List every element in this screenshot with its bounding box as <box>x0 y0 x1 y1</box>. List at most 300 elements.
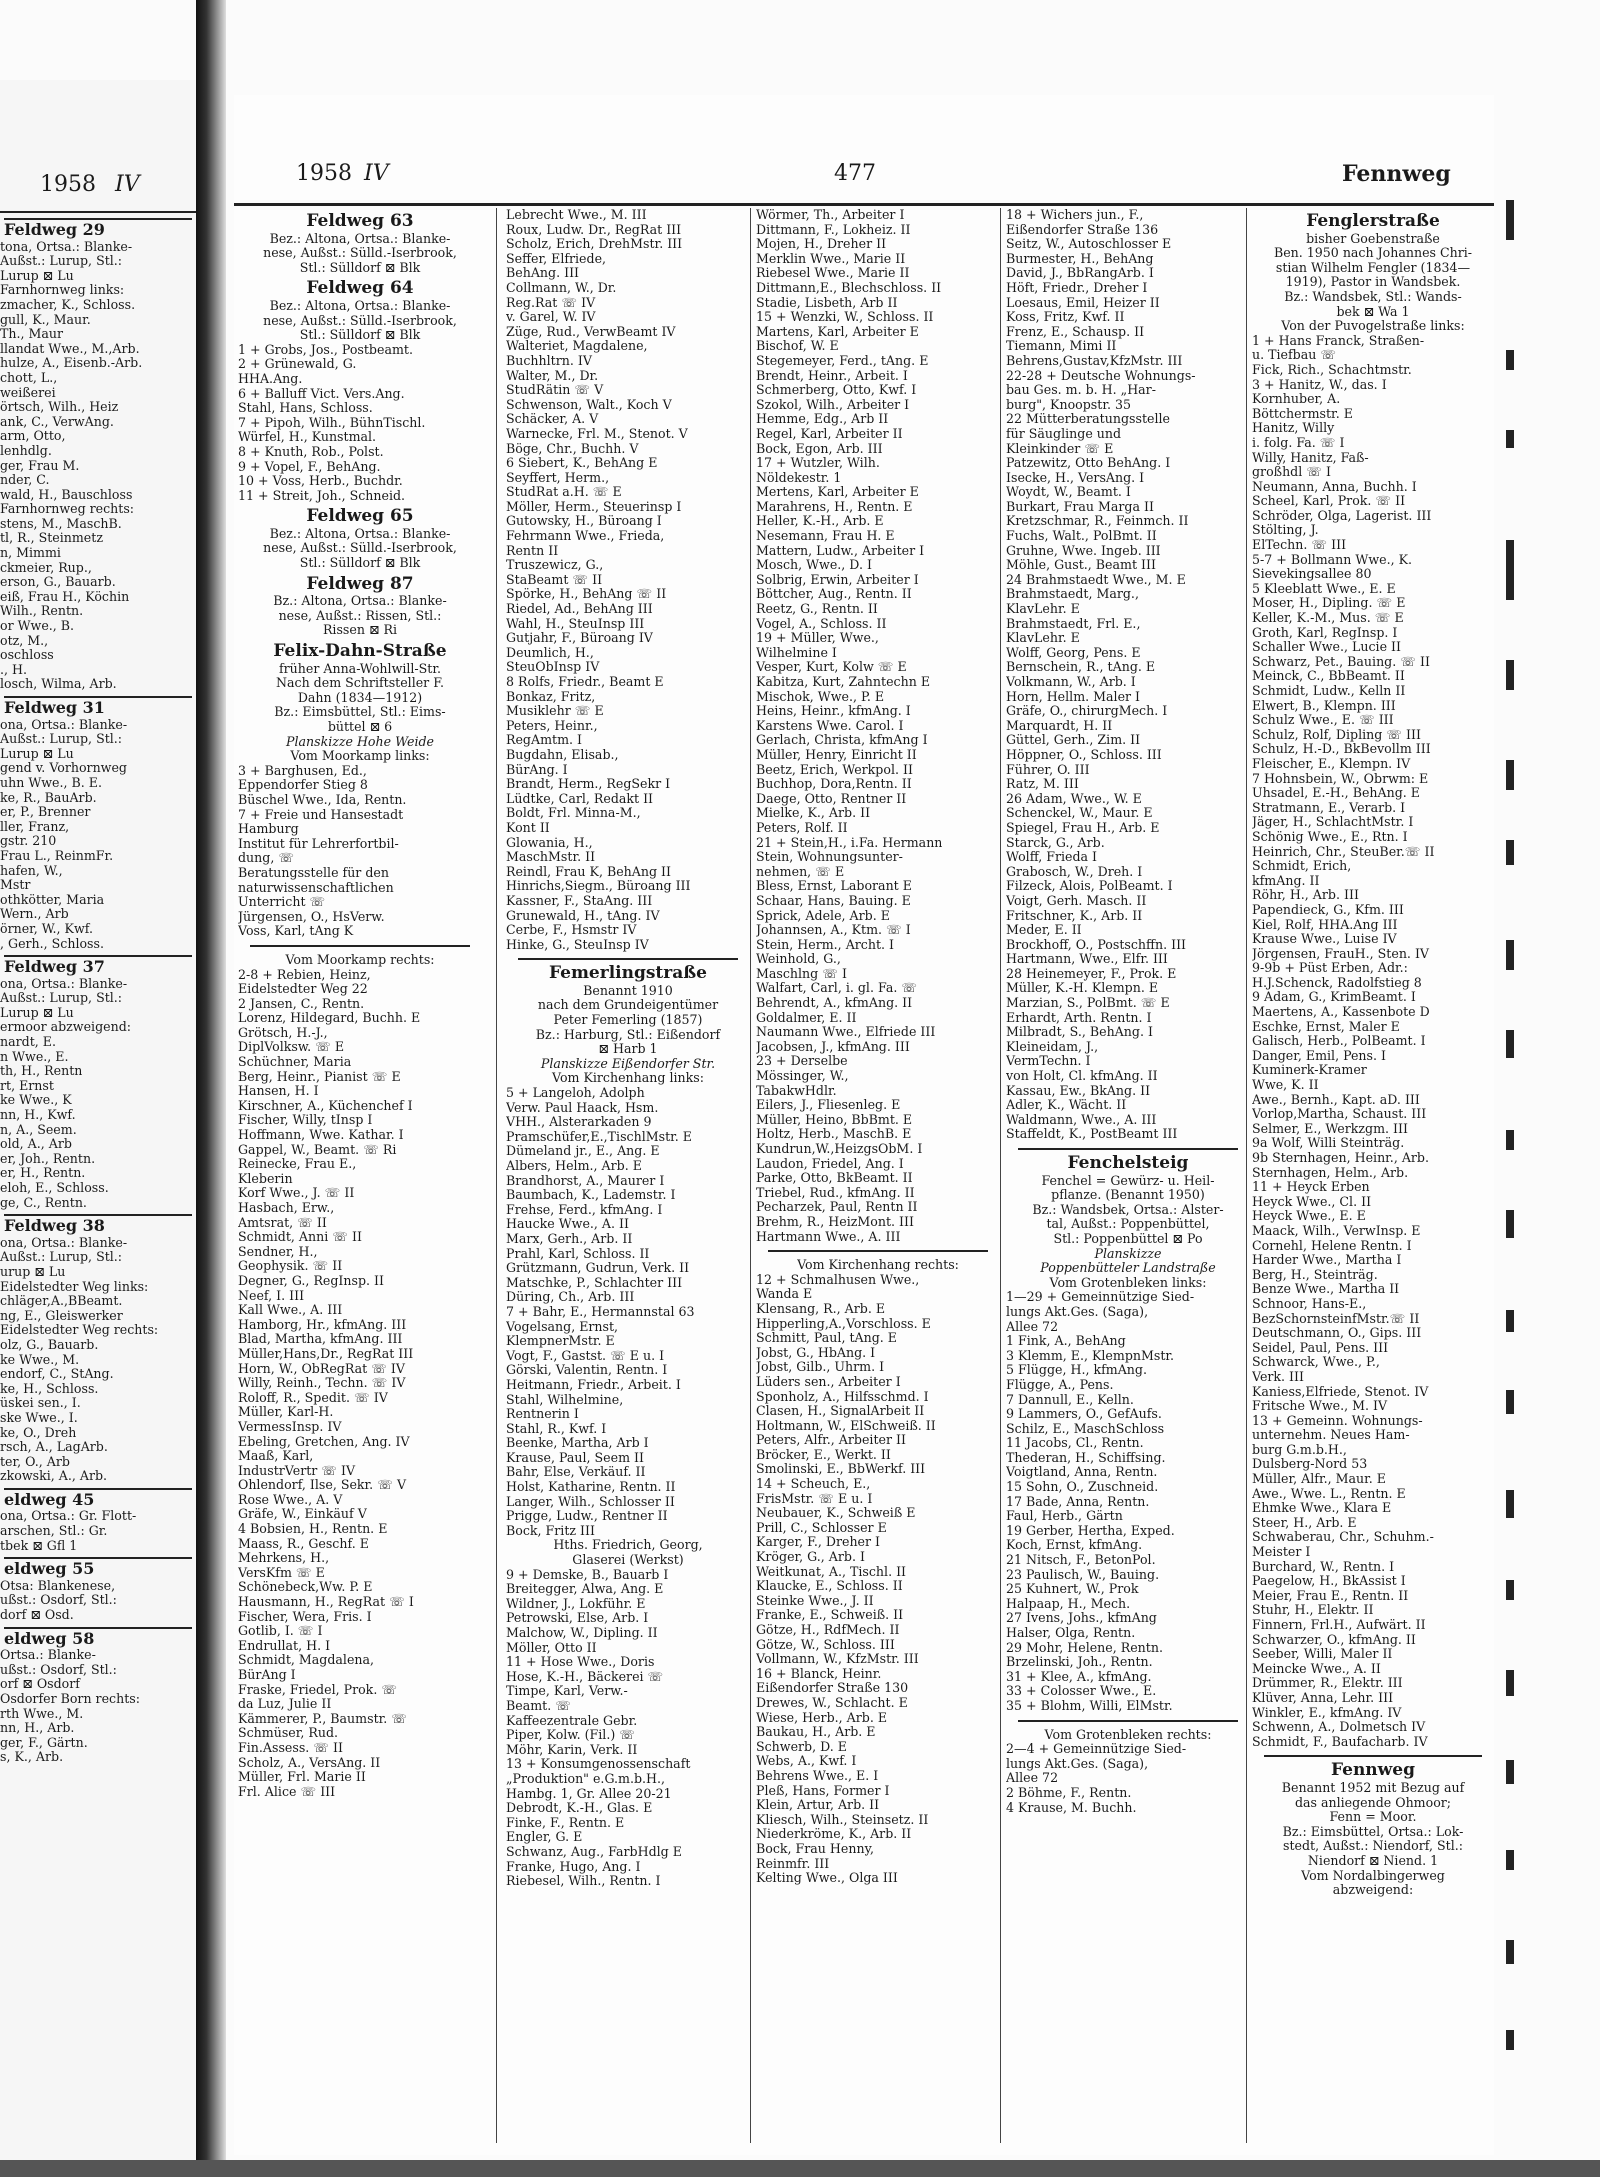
resident-entry: Bröcker, E., Werkt. II <box>756 1447 891 1462</box>
resident-entry: ckmeier, Rup., <box>0 560 92 575</box>
resident-entry: Awe., Bernh., Kapt. aD. III <box>1252 1092 1420 1107</box>
resident-entry: Kundrun,W.,HeizgsObM. I <box>756 1142 923 1156</box>
resident-entry: chläger,A.,BBeamt. <box>0 1294 123 1309</box>
resident-entry: Reindl, Frau K, BehAng II <box>506 864 672 879</box>
resident-entry: Führer, O. III <box>1006 762 1090 777</box>
resident-entry: Maertens, A., Kassenbote D <box>1252 1005 1430 1020</box>
index-mark <box>1506 200 1514 240</box>
resident-entry: Galisch, Herb., PolBeamt. I <box>1252 1034 1426 1049</box>
resident-entry: Düring, Ch., Arb. III <box>506 1290 635 1305</box>
previous-page-rule <box>0 211 196 213</box>
resident-entry: Tiemann, Mimi II <box>1006 339 1117 354</box>
resident-entry: Vogelsang, Ernst, <box>506 1319 619 1334</box>
street-heading: Felix-Dahn-Straße <box>273 641 447 662</box>
resident-entry: Mojen, H., Dreher II <box>756 237 887 252</box>
resident-entry: Awe., Wwe. L., Rentn. E <box>1252 1486 1406 1501</box>
resident-entry: Parke, Otto, BkBeamt. II <box>756 1171 913 1186</box>
resident-entry: Hose, K.-H., Bäckerei ☏ <box>506 1669 664 1684</box>
resident-entry: Lüders sen., Arbeiter I <box>756 1374 901 1389</box>
resident-entry: Merklin Wwe., Marie II <box>756 251 906 266</box>
resident-entry: Krause Wwe., Luise IV <box>1252 932 1397 947</box>
street-note: Vom Kirchenhang rechts: <box>797 1258 959 1273</box>
resident-entry: 19 + Müller, Wwe., <box>756 631 879 646</box>
resident-entry: Laudon, Friedel, Ang. I <box>756 1156 904 1171</box>
resident-entry: Fraske, Friedel, Prok. ☏ <box>238 1682 398 1697</box>
resident-entry: Staffeldt, K., PostBeamt III <box>1006 1127 1178 1142</box>
resident-entry: Filzeck, Alois, PolBeamt. I <box>1006 879 1173 894</box>
resident-entry: Fischer, Wera, Fris. I <box>238 1609 372 1624</box>
resident-entry: 28 Heinemeyer, F., Prok. E <box>1006 966 1177 981</box>
resident-entry: Roloff, R., Spedit. ☏ IV <box>238 1390 388 1405</box>
resident-entry: 26 Adam, Wwe., W. E <box>1006 791 1142 806</box>
resident-entry: Grützmann, Gudrun, Verk. II <box>506 1261 690 1276</box>
street-note: Bz.: Harburg, Stl.: Eißendorf <box>535 1027 721 1042</box>
resident-entry: Albers, Helm., Arb. E <box>506 1159 642 1173</box>
resident-entry: Maass, R., Geschf. E <box>238 1536 369 1551</box>
resident-entry: Schmüser, Rud. <box>238 1726 339 1741</box>
resident-entry: urup ⊠ Lu <box>0 1264 66 1279</box>
resident-entry: Schröder, Olga, Lagerist. III <box>1252 508 1432 523</box>
resident-entry: Verk. III <box>1252 1369 1304 1384</box>
street-note: Hths. Friedrich, Georg, <box>553 1538 703 1553</box>
street-heading: Fenglerstraße <box>1306 211 1440 231</box>
resident-entry: Marx, Gerh., Arb. II <box>506 1231 633 1246</box>
resident-entry: Neumann, Anna, Buchh. I <box>1252 479 1417 494</box>
resident-entry: Maschlng ☏ I <box>756 966 847 981</box>
street-note: bisher Goebenstraße <box>1306 231 1440 246</box>
index-mark <box>1506 940 1514 970</box>
column-divider <box>1246 208 1247 2143</box>
resident-entry: Böttchermstr. E <box>1252 406 1353 421</box>
resident-entry: Peters, Rolf. II <box>756 820 848 835</box>
resident-entry: 3 Klemm, E., KlempnMstr. <box>1006 1348 1175 1363</box>
resident-entry: Lurup ⊠ Lu <box>0 1005 74 1020</box>
resident-entry: RegAmtm. I <box>506 733 583 748</box>
resident-entry: Harder Wwe., Martha I <box>1252 1253 1402 1268</box>
resident-entry: Walteriet, Magdalene, <box>506 339 648 354</box>
resident-entry: lungs Akt.Ges. (Saga), <box>1006 1756 1149 1771</box>
resident-entry: Dulsberg-Nord 53 <box>1252 1457 1368 1472</box>
resident-entry: Brahmstaedt, Marg., <box>1006 587 1139 602</box>
resident-entry: Schmidt, Magdalena, <box>238 1653 375 1668</box>
resident-entry: nehmen, ☏ E <box>756 864 845 879</box>
resident-entry: Debrodt, K.-H., Glas. E <box>506 1801 653 1816</box>
resident-entry: Voigtland, Anna, Rentn. <box>1006 1465 1158 1480</box>
resident-entry: VHH., Alsterarkaden 9 <box>506 1115 652 1130</box>
resident-entry: Meier, Frau E., Rentn. II <box>1252 1588 1409 1603</box>
resident-entry: or Wwe., B. <box>0 619 75 634</box>
resident-entry: 9-9b + Püst Erben, Adr.: <box>1252 961 1408 976</box>
resident-entry: Schulz Wwe., E. ☏ III <box>1252 713 1394 728</box>
resident-entry: Müller, Alfr., Maur. E <box>1252 1472 1386 1487</box>
resident-entry: Endrullat, H. I <box>238 1638 331 1653</box>
column-divider <box>750 208 751 2143</box>
section-separator <box>1018 1148 1238 1150</box>
resident-entry: Langer, Wilh., Schlosser II <box>506 1494 675 1509</box>
resident-entry: Beratungsstelle für den <box>238 865 389 880</box>
resident-entry: , Gerh., Schloss. <box>0 936 104 951</box>
street-note: Bz.: Wandsbek, Ortsa.: Alster- <box>1032 1202 1224 1217</box>
resident-entry: FrisMstr. ☏ E u. I <box>756 1491 873 1506</box>
margin-index-marks <box>1502 200 1522 2100</box>
resident-entry: Wilhelmine I <box>756 645 837 660</box>
resident-entry: 17 + Wutzler, Wilh. <box>756 456 880 471</box>
resident-entry: Degner, G., RegInsp. II <box>238 1273 385 1288</box>
resident-entry: lungs Akt.Ges. (Saga), <box>1006 1304 1149 1319</box>
resident-entry: Schulz, H.-D., BkBevollm III <box>1252 742 1431 757</box>
resident-entry: 2—4 + Gemeinnützige Sied- <box>1006 1742 1187 1757</box>
resident-entry: Nöldekestr. 1 <box>756 470 842 485</box>
resident-entry: er, P., Brenner <box>0 805 91 820</box>
resident-entry: th, H., Rentn <box>0 1064 83 1079</box>
resident-entry: Wiese, Herb., Arb. E <box>756 1710 888 1725</box>
resident-entry: Triebel, Rud., kfmAng. II <box>756 1185 915 1200</box>
street-note: Rissen ⊠ Ri <box>322 623 398 638</box>
street-note: Vom Grotenbleken rechts: <box>1044 1727 1212 1742</box>
resident-entry: Reinecke, Frau E., <box>238 1157 357 1172</box>
resident-entry: ter, O., Arb <box>0 1454 70 1469</box>
resident-entry: Dittmann, F., Lokheiz. II <box>756 222 911 237</box>
resident-entry: Peters, Heinr., <box>506 718 598 733</box>
street-note: ⊠ Harb 1 <box>598 1042 658 1057</box>
resident-entry: ona, Ortsa.: Gr. Flott- <box>0 1509 137 1524</box>
street-note: Nach dem Schriftsteller F. <box>275 676 444 691</box>
resident-entry: 12 + Schmalhusen Wwe., <box>756 1272 920 1287</box>
resident-entry: 3 + Barghusen, Ed., <box>238 763 367 778</box>
resident-entry: Neef, I. III <box>238 1288 305 1303</box>
resident-entry: TabakwHdlr. <box>756 1083 837 1098</box>
resident-entry: Benze Wwe., Martha II <box>1252 1282 1400 1297</box>
street-heading: Feldweg 37 <box>4 955 192 975</box>
resident-entry: 22-28 + Deutsche Wohnungs- <box>1006 368 1196 383</box>
resident-entry: Hanitz, Willy <box>1252 421 1335 436</box>
resident-entry: Paegelow, H., BkAssist I <box>1252 1574 1406 1589</box>
resident-entry: Eschke, Ernst, Maler E <box>1252 1019 1400 1034</box>
resident-entry: n, A., Seem. <box>0 1122 77 1137</box>
resident-entry: nder, C. <box>0 473 50 488</box>
resident-entry: Brockhoff, O., Postschffn. III <box>1006 937 1187 952</box>
resident-entry: tbek ⊠ Gfl 1 <box>0 1538 78 1553</box>
resident-entry: 9 Lammers, O., GefAufs. <box>1006 1407 1162 1422</box>
previous-page-column <box>0 214 192 1765</box>
resident-entry: s, K., Arb. <box>0 1750 64 1765</box>
street-note: Bz.: Eimsbüttel, Ortsa.: Lok- <box>1282 1824 1464 1839</box>
resident-entry: Schenckel, W., Maur. E <box>1006 806 1153 821</box>
resident-entry: Mielke, K., Arb. II <box>756 806 871 821</box>
resident-entry: Klein, Artur, Arb. II <box>756 1798 880 1813</box>
resident-entry: Kall Wwe., A. III <box>238 1303 343 1318</box>
resident-entry: Mattern, Ludw., Arbeiter I <box>756 543 925 558</box>
street-note: Ben. 1950 nach Johannes Chri- <box>1273 246 1473 261</box>
resident-entry: Schaller Wwe., Lucie II <box>1252 640 1401 655</box>
resident-entry: Verw. Paul Haack, Hsm. <box>506 1100 659 1115</box>
resident-entry: Gruhne, Wwe. Ingeb. III <box>1006 543 1161 558</box>
resident-entry: Götze, H., RdfMech. II <box>756 1623 900 1637</box>
resident-entry: 24 Brahmstaedt Wwe., M. E <box>1006 572 1186 587</box>
resident-entry: Gutjahr, F., Büroang IV <box>506 631 653 646</box>
resident-entry: Hemme, Edg., Arb II <box>756 412 889 427</box>
street-note: Peter Femerling (1857) <box>553 1013 703 1028</box>
index-mark <box>1506 1310 1514 1332</box>
resident-entry: Stadie, Lisbeth, Arb II <box>756 295 898 310</box>
resident-entry: Elwert, B., Klempn. III <box>1252 698 1396 713</box>
resident-entry: 7 Dannull, E., Kelln. <box>1006 1392 1134 1407</box>
resident-entry: Woydt, W., Beamt. I <box>1006 485 1131 500</box>
resident-entry: 4 Krause, M. Buchh. <box>1006 1800 1137 1815</box>
resident-entry: uhn Wwe., B. E. <box>0 775 102 790</box>
resident-entry: Beenke, Martha, Arb I <box>506 1436 649 1451</box>
resident-entry: Fuchs, Walt., PolBmt. II <box>1006 529 1157 544</box>
street-note: nese, Außst.: Rissen, Stl.: <box>278 608 442 623</box>
street-note: Bz.: Altona, Ortsa.: Blanke- <box>273 594 447 609</box>
resident-entry: Halser, Olga, Rentn. <box>1006 1626 1136 1640</box>
resident-entry: Schmidt, Ludw., Kelln II <box>1252 684 1406 698</box>
resident-entry: Schwenson, Walt., Koch V <box>506 397 672 412</box>
resident-entry: Bock, Fritz III <box>506 1523 595 1538</box>
resident-entry: rth Wwe., M. <box>0 1706 84 1721</box>
street-note: Fenchel = Gewürz- u. Heil- <box>1041 1173 1215 1188</box>
resident-entry: Gerlach, Christa, kfmAng I <box>756 733 928 748</box>
resident-entry: BehAng. III <box>506 266 580 281</box>
resident-entry: Würfel, H., Kunstmal. <box>238 430 377 445</box>
resident-entry: KlempnerMstr. E <box>506 1334 615 1349</box>
street-heading: Feldweg 63 <box>306 211 414 231</box>
resident-entry: Möller, Otto II <box>506 1640 597 1655</box>
resident-entry: Schmitt, Paul, tAng. E <box>756 1331 897 1346</box>
scan-bottom-edge <box>0 2160 1600 2177</box>
resident-entry: Uhsadel, E.-H., BehAng. E <box>1252 786 1420 801</box>
resident-entry: Volkmann, W., Arb. I <box>1006 675 1136 689</box>
resident-entry: Heller, K.-H., Arb. E <box>756 514 884 529</box>
resident-entry: Allee 72 <box>1006 1319 1059 1334</box>
resident-entry: Koch, Ernst, kfmAng. <box>1006 1538 1143 1553</box>
resident-entry: Franke, E., Schweiß. II <box>756 1608 904 1623</box>
resident-entry: Mehrkens, H., <box>238 1551 330 1566</box>
street-note: Benannt 1910 <box>583 983 673 998</box>
resident-entry: er, H., Rentn. <box>0 1166 86 1181</box>
resident-entry: Jobst, G., HbAng. I <box>756 1345 876 1360</box>
resident-entry: Stahl, Wilhelmine, <box>506 1392 624 1407</box>
resident-entry: Vorlop,Martha, Schaust. III <box>1252 1107 1427 1122</box>
resident-entry: Karstens Wwe. Carol. I <box>756 718 904 733</box>
resident-entry: Steinke Wwe., J. II <box>756 1593 874 1608</box>
resident-entry: Bless, Ernst, Laborant E <box>756 879 912 894</box>
street-note: tal, Außst.: Poppenbüttel, <box>1046 1217 1210 1232</box>
resident-entry: Spiegel, Frau H., Arb. E <box>1006 820 1160 835</box>
resident-entry: Stahl, R., Kwf. I <box>506 1421 607 1436</box>
resident-entry: Brendt, Heinr., Arbeit. I <box>756 368 908 383</box>
previous-page-year: 1958 <box>40 172 96 197</box>
resident-entry: Meder, E. II <box>1006 923 1082 938</box>
directory-column-2 <box>502 208 754 2138</box>
resident-entry: Gräfe, W., Einkäuf V <box>238 1507 367 1522</box>
resident-entry: Schaar, Hans, Bauing. E <box>756 893 911 908</box>
resident-entry: Frau L., ReinmFr. <box>0 848 114 863</box>
resident-entry: Webs, A., Kwf. I <box>756 1754 857 1769</box>
resident-entry: Finnern, Frl.H., Aufwärt. II <box>1252 1618 1426 1632</box>
street-heading: Femerlingstraße <box>548 963 707 984</box>
resident-entry: Thederan, H., Schiffsing. <box>1006 1450 1166 1465</box>
resident-entry: Haucke Wwe., A. II <box>506 1217 629 1232</box>
resident-entry: Horn, W., ObRegRat ☏ IV <box>238 1361 406 1376</box>
resident-entry: Wwe, K. II <box>1252 1078 1319 1093</box>
resident-entry: Lurup ⊠ Lu <box>0 746 74 761</box>
resident-entry: 7 + Freie und Hansestadt <box>238 807 404 822</box>
street-heading: Feldweg 29 <box>4 218 192 238</box>
resident-entry: Roux, Ludw. Dr., RegRat III <box>506 222 682 237</box>
resident-entry: Heyck Wwe., Cl. II <box>1252 1194 1372 1209</box>
resident-entry: Farnhornweg links: <box>0 283 125 298</box>
resident-entry: Rentnerin I <box>506 1407 579 1422</box>
resident-entry: VermTechn. I <box>1006 1054 1091 1069</box>
section-separator <box>768 1250 988 1252</box>
resident-entry: Scholz, A., VersAng. II <box>238 1755 381 1770</box>
resident-entry: Scholz, Erich, DrehMstr. III <box>506 237 683 252</box>
resident-entry: großhdl ☏ I <box>1252 465 1332 480</box>
resident-entry: ke, O., Dreh <box>0 1425 77 1440</box>
resident-entry: Möller, Herm., Steuerinsp I <box>506 499 682 514</box>
index-mark <box>1506 430 1514 448</box>
resident-entry: Mstr <box>0 878 31 893</box>
resident-entry: Collmann, W., Dr. <box>506 280 617 295</box>
street-heading: Feldweg 64 <box>306 278 414 299</box>
resident-entry: oschloss <box>0 648 54 663</box>
resident-entry: Baukau, H., Arb. E <box>756 1725 876 1740</box>
resident-entry: nn, H., Kwf. <box>0 1108 76 1123</box>
resident-entry: Grabosch, W., Dreh. I <box>1006 864 1143 879</box>
resident-entry: Karger, F., Dreher I <box>756 1535 881 1550</box>
resident-entry: Jacobsen, J., kfmAng. III <box>756 1039 910 1054</box>
resident-entry: Deutschmann, O., Gips. III <box>1252 1326 1422 1341</box>
resident-entry: Holtz, Herb., MaschB. E <box>756 1127 912 1142</box>
resident-entry: Möhle, Gust., Beamt III <box>1006 558 1156 573</box>
resident-entry: 2 + Grünewald, G. <box>238 357 357 372</box>
index-mark <box>1506 1030 1514 1058</box>
street-note: nese, Außst.: Sülld.-Iserbrook, <box>263 313 457 328</box>
index-mark <box>1506 1850 1514 1870</box>
resident-entry: Fick, Rich., Schachtmstr. <box>1252 362 1412 377</box>
street-note: Von der Puvogelstraße links: <box>1281 319 1465 334</box>
resident-entry: Burchard, W., Rentn. I <box>1252 1559 1395 1574</box>
resident-entry: Klensang, R., Arb. E <box>756 1301 886 1316</box>
resident-entry: Ratz, M. III <box>1006 777 1079 792</box>
resident-entry: ona, Ortsa.: Blanke- <box>0 717 128 732</box>
resident-entry: hulze, A., Eisenb.-Arb. <box>0 356 143 371</box>
resident-entry: olz, G., Bauarb. <box>0 1337 99 1352</box>
street-note: Stl.: Poppenbüttel ⊠ Po <box>1053 1231 1203 1246</box>
resident-entry: SteuObInsp IV <box>506 660 600 675</box>
resident-entry: Johannsen, A., Ktm. ☏ I <box>756 923 911 938</box>
index-mark <box>1506 760 1514 790</box>
resident-entry: Behrens,Gustav,KfzMstr. III <box>1006 353 1183 368</box>
street-heading: Fennweg <box>1330 1760 1415 1781</box>
index-mark <box>1506 1940 1514 1964</box>
resident-entry: Grötsch, H.-J., <box>238 1025 328 1040</box>
resident-entry: Vogt, F., Gastst. ☏ E u. I <box>506 1348 665 1363</box>
resident-entry: 18 + Wichers jun., F., <box>1006 208 1144 222</box>
resident-entry: Marzian, S., PolBmt. ☏ E <box>1006 996 1170 1011</box>
street-note: Dahn (1834—1912) <box>297 690 423 705</box>
resident-entry: MaschMstr. II <box>506 850 596 865</box>
resident-entry: Jörgensen, FrauH., Sten. IV <box>1252 946 1430 961</box>
street-note: stedt, Außst.: Niendorf, Stl.: <box>1283 1839 1463 1854</box>
resident-entry: Müller, Heino, BbBmt. E <box>756 1112 913 1127</box>
resident-entry: Meincke Wwe., A. II <box>1252 1661 1381 1676</box>
resident-entry: Schmidt, Erich, <box>1252 859 1352 874</box>
street-note: Vom Nordalbingerweg <box>1301 1868 1445 1883</box>
resident-entry: ske Wwe., I. <box>0 1410 78 1425</box>
resident-entry: Stratmann, E., Verarb. I <box>1252 800 1406 815</box>
resident-entry: Heitmann, Friedr., Arbeit. I <box>506 1377 681 1392</box>
street-heading: eldweg 45 <box>4 1488 192 1508</box>
book-spine <box>196 0 226 2177</box>
resident-entry: Adler, K., Wächt. II <box>1006 1098 1127 1113</box>
resident-entry: Korf Wwe., J. ☏ II <box>238 1186 355 1201</box>
resident-entry: Willy, Reinh., Techn. ☏ IV <box>238 1376 406 1391</box>
resident-entry: gull, K., Maur. <box>0 312 91 327</box>
resident-entry: örner, W., Kwf. <box>0 921 93 936</box>
resident-entry: BezSchornsteinfMstr.☏ II <box>1252 1311 1420 1326</box>
resident-entry: old, A., Arb <box>0 1137 72 1152</box>
street-note: Planskizze <box>1094 1246 1162 1261</box>
resident-entry: Vesper, Kurt, Kolw ☏ E <box>756 660 907 675</box>
resident-entry: Krause, Paul, Seem II <box>506 1450 644 1465</box>
resident-entry: Walfart, Carl, i. gl. Fa. ☏ <box>756 981 918 996</box>
resident-entry: Engler, G. E <box>506 1830 583 1845</box>
resident-entry: 13 + Konsumgenossenschaft <box>506 1757 691 1772</box>
resident-entry: Schwenn, A., Dolmetsch IV <box>1252 1720 1426 1735</box>
street-note: Poppenbütteler Landstraße <box>1040 1261 1216 1276</box>
resident-entry: Gappel, W., Beamt. ☏ Ri <box>238 1142 397 1157</box>
resident-entry: Bischof, W. E <box>756 339 839 354</box>
resident-entry: Frehse, Ferd., kfmAng. I <box>506 1202 663 1217</box>
resident-entry: Farnhornweg rechts: <box>0 502 135 517</box>
resident-entry: Rentn II <box>506 543 559 558</box>
resident-entry: Jäger, H., SchlachtMstr. I <box>1252 815 1414 830</box>
resident-entry: BürAng I <box>238 1668 296 1682</box>
resident-entry: 11 Jacobs, Cl., Rentn. <box>1006 1436 1144 1451</box>
resident-entry: 9 Adam, G., KrimBeamt. I <box>1252 990 1416 1005</box>
resident-entry: David, J., BbRangArb. I <box>1006 266 1154 281</box>
resident-entry: hafen, W., <box>0 863 63 878</box>
resident-entry: Lebrecht Wwe., M. III <box>506 208 647 222</box>
street-note: pflanze. (Benannt 1950) <box>1051 1188 1205 1203</box>
resident-entry: Kaffeezentrale Gebr. <box>506 1713 638 1728</box>
resident-entry: zmacher, K., Schloss. <box>0 297 136 312</box>
resident-entry: Frenz, E., Schausp. II <box>1006 324 1145 339</box>
resident-entry: Stein, Wohnungsunter- <box>756 850 903 865</box>
resident-entry: Starck, G., Arb. <box>1006 835 1105 850</box>
resident-entry: StudRat a.H. ☏ E <box>506 485 622 500</box>
resident-entry: Cornehl, Helene Rentn. I <box>1252 1238 1412 1253</box>
resident-entry: Buchhltrn. IV <box>506 353 592 368</box>
resident-entry: Bernschein, R., tAng. E <box>1006 660 1156 675</box>
index-mark <box>1506 2030 1514 2050</box>
resident-entry: Scheel, Karl, Prok. ☏ II <box>1252 494 1406 509</box>
resident-entry: Bugdahn, Elisab., <box>506 747 619 762</box>
resident-entry: Ohlendorf, Ilse, Sekr. ☏ V <box>238 1478 407 1493</box>
resident-entry: Ortsa.: Blanke- <box>0 1648 96 1663</box>
resident-entry: Reg.Rat ☏ IV <box>506 295 596 310</box>
column-divider <box>1000 208 1001 2143</box>
street-heading: Feldweg 31 <box>4 696 192 716</box>
resident-entry: Heins, Heinr., kfmAng. I <box>756 704 911 719</box>
resident-entry: 1 Fink, A., BehAng <box>1006 1334 1126 1349</box>
resident-entry: Behrens Wwe., E. I <box>756 1768 879 1783</box>
resident-entry: VermessInsp. IV <box>238 1419 342 1434</box>
resident-entry: Hartmann, Wwe., Elfr. III <box>1006 952 1168 967</box>
resident-entry: 4 Bobsien, H., Rentn. E <box>238 1522 388 1537</box>
